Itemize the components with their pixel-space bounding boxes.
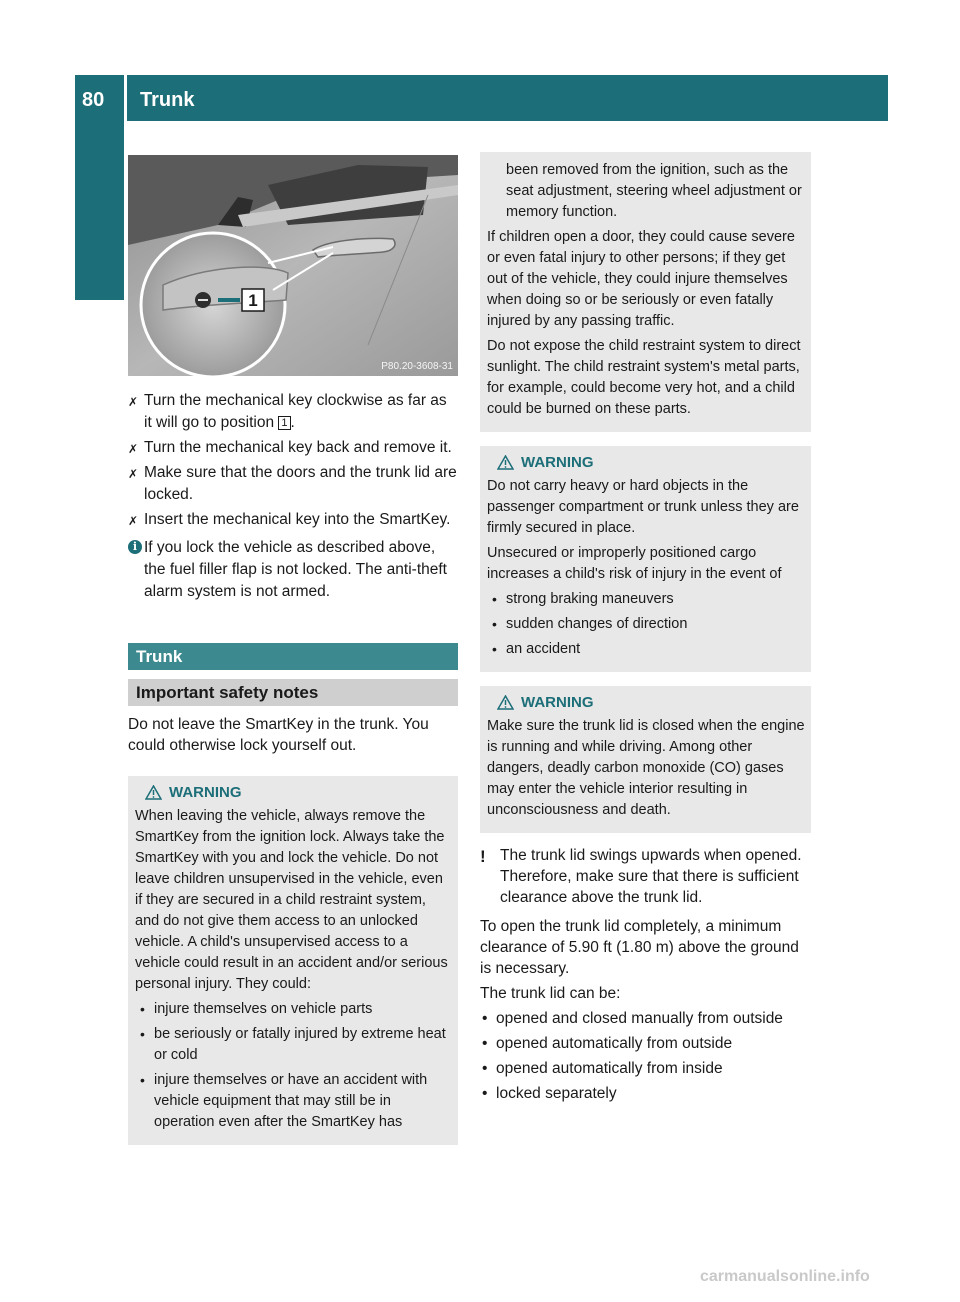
list-item: • opened automatically from inside (482, 1060, 723, 1077)
step-arrow-icon: ✗ (128, 442, 139, 456)
warning-text: Do not expose the child restraint system to direct sunlight. The child restraint system's metal parts, for example, could become very hot, and a child could be burned on these parts. (487, 338, 801, 417)
warning-triangle-icon (497, 455, 514, 470)
warning-text: When leaving the vehicle, always remove the SmartKey from the ignition lock. Always take the SmartKey with you and lock the vehicle. Do not leave children unsupervised in the vehicle, even if they are secured in a child restraint system, and do not give them access to an unlocked vehicle. A child's unsupervised access to a vehicle could result in an accident and/or serious personal injury. They could: (135, 808, 448, 992)
info-note: i If you lock the vehicle as described above, the fuel filler flap is not locked. The anti-theft alarm system is not armed. (128, 537, 458, 603)
clearance-paragraph: To open the trunk lid completely, a minimum clearance of 5.90 ft (1.80 m) above the ground is necessary. (480, 918, 799, 977)
chapter-title: Trunk (140, 89, 195, 111)
exclamation-icon: ! (480, 847, 486, 866)
right-column (480, 152, 811, 1108)
intro-paragraph: Do not leave the SmartKey in the trunk. You could otherwise lock yourself out. (128, 716, 429, 754)
list-item: • injure themselves or have an accident with vehicle equipment that may still be in operation even after the SmartKey has (140, 1072, 428, 1130)
header-separator (124, 75, 127, 121)
warning-text: Do not carry heavy or hard objects in the passenger compartment or trunk unless they are firmly secured in place. (487, 478, 799, 536)
step-item: ✗ Make sure that the doors and the trunk lid are locked. (128, 464, 457, 503)
left-column (128, 155, 458, 1145)
step-arrow-icon: ✗ (128, 395, 139, 409)
door-illustration (128, 155, 458, 376)
step-arrow-icon: ✗ (128, 514, 139, 528)
subsection-heading: Important safety notes (128, 679, 458, 706)
warning-box (128, 776, 458, 1145)
warning-title: WARNING (487, 452, 805, 474)
caution-note: ! The trunk lid swings upwards when opened. Therefore, make sure that there is sufficient clearance above the trunk lid. (480, 847, 802, 906)
list-item: • an accident (492, 641, 581, 657)
position-marker: 1 (278, 416, 290, 430)
warning-box (480, 446, 811, 672)
warning-box (480, 686, 811, 833)
list-item: • be seriously or fatally injured by extreme heat or cold (140, 1026, 446, 1063)
warning-text: Unsecured or improperly positioned cargo increases a child's risk of injury in the event of (487, 545, 782, 582)
step-item: ✗ Insert the mechanical key into the SmartKey. (128, 509, 458, 531)
warning-title: WARNING (135, 782, 452, 804)
warning-text: Make sure the trunk lid is closed when the engine is running and while driving. Among other dangers, deadly carbon monoxide (CO) gases may enter the vehicle interior resulting in unconsciousness and death. (487, 718, 805, 818)
list-item: • sudden changes of direction (492, 616, 688, 632)
watermark: carmanualsonline.info (700, 1268, 870, 1285)
lid-options-intro: The trunk lid can be: (480, 985, 621, 1002)
section-heading: Trunk (128, 643, 458, 670)
list-item-continued: been removed from the ignition, such as the seat adjustment, steering wheel adjustment or memory function. (506, 162, 802, 220)
list-item: • opened automatically from outside (482, 1035, 733, 1052)
figure-code: P80.20-3608-31 (381, 361, 453, 372)
step-item: ✗ Turn the mechanical key clockwise as far as it will go to position 1 . (128, 392, 447, 431)
warning-box-continued (480, 152, 811, 432)
page-number: 80 (82, 89, 105, 111)
info-icon: i (128, 540, 142, 554)
list-item: • strong braking maneuvers (492, 591, 674, 607)
warning-text: If children open a door, they could cause severe or even fatal injury to other persons; if they get out of the vehicle, they could injure themselves when doing so or be seriously or even fatally injured by any passing traffic. (487, 229, 795, 329)
warning-triangle-icon (145, 785, 162, 800)
side-tab-label: Opening/closing (89, 135, 110, 285)
list-item: • injure themselves on vehicle parts (140, 1001, 373, 1017)
door-lock-figure (128, 155, 458, 376)
figure-callout: 1 (248, 291, 258, 310)
instruction-steps (128, 390, 458, 531)
list-item: • locked separately (482, 1085, 617, 1102)
header-bar (75, 75, 888, 121)
step-item: ✗ Turn the mechanical key back and remove it. (128, 437, 458, 459)
step-arrow-icon: ✗ (128, 467, 139, 481)
list-item: • opened and closed manually from outside (482, 1010, 783, 1027)
warning-triangle-icon (497, 695, 514, 710)
warning-title: WARNING (487, 692, 805, 714)
